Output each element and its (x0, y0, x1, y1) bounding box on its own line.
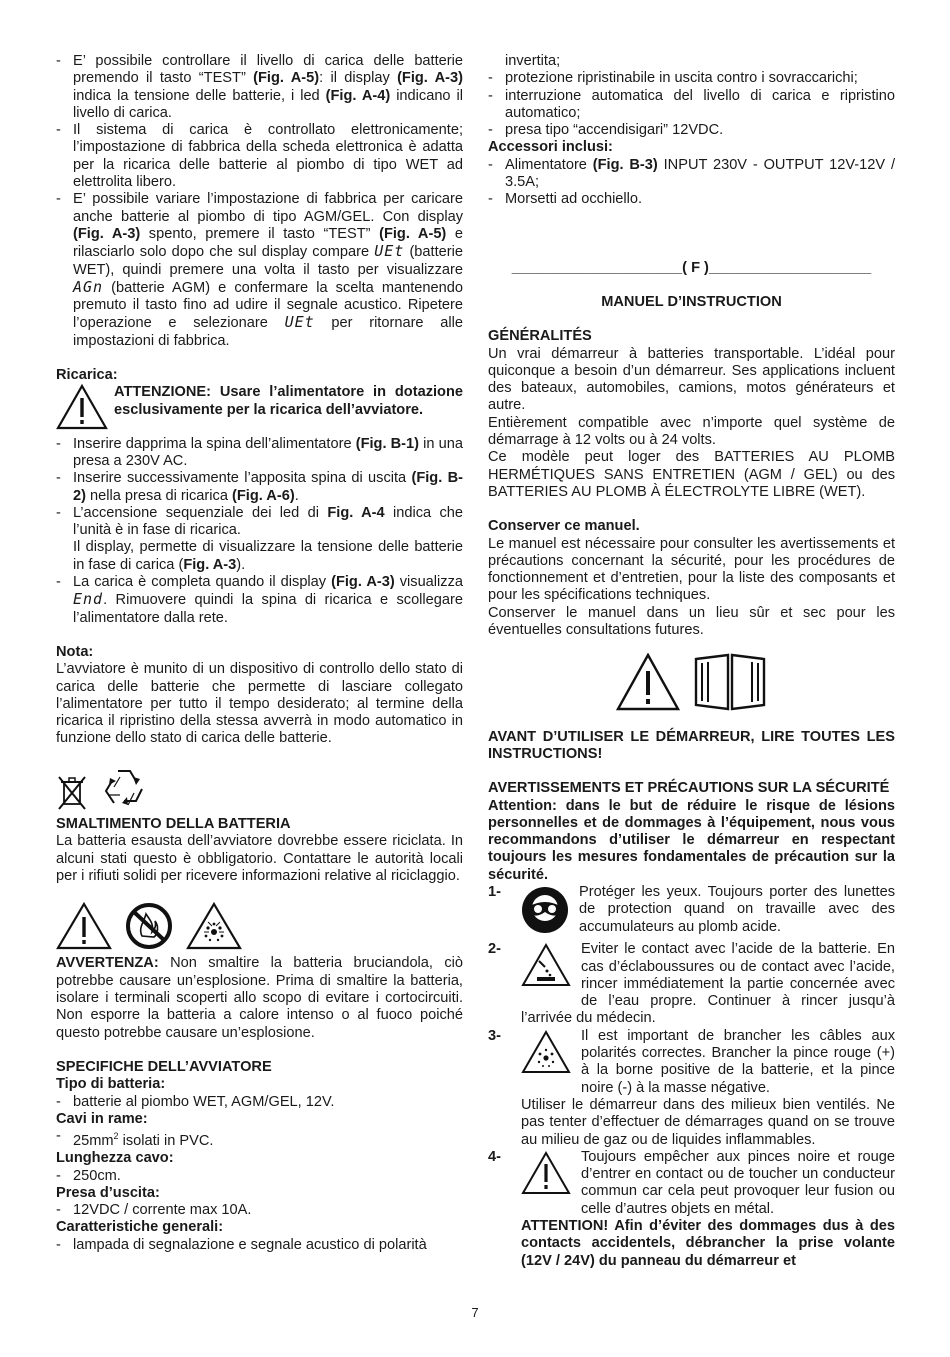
display-symbol-wet: UEt (284, 313, 315, 332)
list-item: - L’accensione sequenziale dei led di Fig. A-4 indica che l’unità è in fase di ricarica. Il display, permette di visualizzare la tensione delle batterie in fase di carica (Fig. A-3). (56, 504, 463, 573)
list-item: - 250cm. (56, 1167, 121, 1184)
spec-label: Tipo di batteria: (56, 1076, 166, 1093)
paragraph: Conserver le manuel dans un lieu sûr et sec pour les éventuelles consultations futures. (488, 604, 895, 639)
spec-label: Lunghezza cavo: (56, 1150, 174, 1167)
section-heading: SPECIFICHE DELL’AVVIATORE (56, 1058, 272, 1075)
spec-label: Presa d’uscita: (56, 1184, 160, 1201)
safety-item: 4- Toujours empêcher aux pinces noire et rouge d’entrer en contact ou de toucher un conducteur commun car cela peut provoquer leur fusion ou celle d’autres objets en métal. ATTENTION! Afin d’éviter des dommages dus à des contacts accidentels, débrancher la prise volante (12V / 24V) du panneau du démarreur et (488, 1148, 895, 1269)
paragraph: L’avviatore è munito di un dispositivo di controllo dello stato di carica delle batterie che permette di lasciare collegato l’alimentatore per tutto il tempo desiderato; al termine della ricarica il ripristino della stessa avverrà in modo automatico in funzione dello stato di carica delle batterie. (56, 661, 463, 747)
paragraph: AVVERTENZA: Non smaltire la batteria bruciandola, ciò potrebbe causare un’esplosione. Prima di smaltire la batteria, isolare i terminali scoperti allo scopo di evitare i cortocircuiti. Non esporre la batteria a calore intenso o al fuoco poiché questo potrebbe causare un’esplosione. (56, 955, 463, 1041)
language-header: _____________________( F )____________________ (511, 259, 872, 276)
no-fire-icon (124, 902, 174, 955)
open-book-icon (692, 653, 768, 716)
section-heading: GÉNÉRALITÉS (488, 328, 592, 345)
list-item: - E’ possibile variare l’impostazione di fabbrica per caricare anche batterie al piombo di tipo AGM/GEL. Con display (Fig. A-3) spento, premere il tasto “TEST” (Fig. A-5) e rilasciarlo solo dopo che sul display compare UEt (batterie WET), quindi premere una volta il tasto per visualizzare AGn (batterie AGM) e confermare la scelta mantenendo premuto il tasto fino ad udire il segnale acustico. Ripetere l’operazione e selezionare UEt per ritornare alle impostazioni di fabbrica. (56, 191, 463, 349)
left-column (56, 53, 463, 1254)
explosion-warning-icon (521, 1030, 571, 1079)
list-item: - batterie al piombo WET, AGM/GEL, 12V. (56, 1093, 335, 1110)
warning-block: ATTENZIONE: Usare l’alimentatore in dotazione esclusivamente per la ricarica dell’avviatore. (56, 384, 463, 435)
display-symbol-end: End (73, 590, 104, 609)
warning-triangle-icon (56, 902, 112, 955)
display-symbol-agm: AGn (73, 277, 104, 296)
list-item: - 12VDC / corrente max 10A. (56, 1202, 252, 1219)
section-heading: Ricarica: (56, 367, 118, 384)
list-item: - Il sistema di carica è controllato elettronicamente; l’impostazione di fabbrica della scheda elettronica è adatta per la ricarica delle batterie al piombo di tipo WET ad elettrolita libero. (56, 122, 463, 191)
page-number: 7 (471, 1305, 479, 1320)
spec-label: Cavi in rame: (56, 1110, 148, 1127)
section-heading: AVANT D’UTILISER LE DÉMARREUR, LIRE TOUTES LES INSTRUCTIONS! (488, 728, 895, 762)
section-heading: Accessori inclusi: (488, 139, 613, 156)
section-heading: AVERTISSEMENTS ET PRÉCAUTIONS SUR LA SÉCURITÉ (488, 780, 890, 797)
safety-goggles-icon (521, 886, 569, 939)
list-item: - La carica è completa quando il display (Fig. A-3) visualizza End. Rimuovere quindi la spina di ricarica e scollegare l’alimentatore dalla rete. (56, 574, 463, 626)
disposal-icons (56, 765, 463, 816)
list-item: - lampada di segnalazione e segnale acustico di polarità (56, 1236, 427, 1253)
right-column (488, 53, 895, 1270)
hazard-icons (56, 902, 463, 955)
safety-item: 3- Il est important de brancher les câbles aux polarités correctes. Brancher la pince rouge (+) à la borne positive de la batterie, et la pince noire (-) à la masse négative. Utiliser le démarreur dans des milieux bien ventilés. Ne pas tenter d’effectuer de démarrages quand on se trouve au milieu de gaz ou de liquides inflammables. (488, 1027, 895, 1148)
read-manual-icons (488, 653, 895, 716)
list-item: - E’ possibile controllare il livello di carica delle batterie premendo il tasto “TEST” (Fig. A-5): il display (Fig. A-3) indica la tensione delle batterie, i led (Fig. A-4) indicano il livello di carica. (56, 53, 464, 121)
warning-triangle-icon (616, 653, 680, 716)
explosion-warning-icon (186, 902, 242, 955)
paragraph: Entièrement compatible avec n’importe quel système de démarrage à 12 volts ou à 24 volts. (488, 414, 895, 449)
paragraph: Ce modèle peut loger des BATTERIES AU PLOMB HERMÉTIQUES SANS ENTRETIEN (AGM / GEL) ou des BATTERIES AU PLOMB À ÉLECTROLYTE LIBRE (WET). (488, 449, 895, 500)
spec-label: Caratteristiche generali: (56, 1219, 224, 1236)
list-item: - Inserire dapprima la spina dell’alimentatore (Fig. B-1) in una presa a 230V AC. (56, 435, 463, 469)
manual-title: MANUEL D’INSTRUCTION (601, 293, 782, 310)
list-item: - interruzione automatica del livello di carica e ripristino automatico; (488, 87, 895, 121)
list-item: - Inserire successivamente l’apposita spina di uscita (Fig. B-2) nella presa di ricarica (Fig. A-6). (56, 470, 463, 504)
warning-triangle-icon (56, 384, 114, 435)
list-item: invertita; (505, 53, 561, 69)
safety-item: 1- Protéger les yeux. Toujours porter des lunettes de protection quand on travaille avec des accumulateurs au plomb acide. (488, 884, 895, 941)
display-symbol-wet: UEt (374, 242, 405, 261)
safety-item: 2- Eviter le contact avec l’acide de la batterie. En cas d’éclaboussures ou de contact avec l’acide, rincer immédiatement la partie concernée avec de l’eau propre. Continuer à rincer jusqu’à l’arrivée du médecin. (488, 941, 895, 1027)
corrosive-warning-icon (521, 943, 571, 992)
list-item: - Morsetti ad occhiello. (488, 191, 643, 208)
section-heading: SMALTIMENTO DELLA BATTERIA (56, 815, 291, 832)
warning-triangle-icon (521, 1151, 571, 1200)
list-item: - $25mm^2$ isolati in PVC. (56, 1128, 214, 1149)
paragraph: Le manuel est nécessaire pour consulter les avertissements et précautions concernant la sécurité, pour les procédures de fonctionnement et d’entretien, pour la liste des composants et pour les spécifications techniques. (488, 535, 895, 604)
list-item: - Alimentatore (Fig. B-3) INPUT 230V - OUTPUT 12V-12V / 3.5A; (488, 156, 896, 191)
recycle-icon (100, 765, 148, 816)
paragraph: Attention: dans le but de réduire le risque de lésions personnelles et de dommages à l’équipement, nous vous recommandons d’utiliser le démarreur en respectant toujours les mesures fondamentales de précaution sur la sécurité. (488, 797, 895, 883)
crossed-bin-icon (56, 775, 88, 816)
section-heading: Conserver ce manuel. (488, 518, 640, 535)
list-item: - presa tipo “accendisigari” 12VDC. (488, 122, 724, 139)
section-heading: Nota: (56, 643, 94, 660)
list-item: - protezione ripristinabile in uscita contro i sovraccarichi; (488, 70, 858, 87)
paragraph: La batteria esausta dell’avviatore dovrebbe essere riciclata. In alcuni stati questo è obbligatorio. Contattare le autorità locali per i rifiuti solidi per ricevere informazioni relative al riciclaggio. (56, 833, 463, 884)
paragraph: Un vrai démarreur à batteries transportable. L’idéal pour quiconque a besoin d’un démarreur. Ses applications incluent des bateaux, automobiles, camions, motos générateurs et autre. (488, 345, 895, 414)
